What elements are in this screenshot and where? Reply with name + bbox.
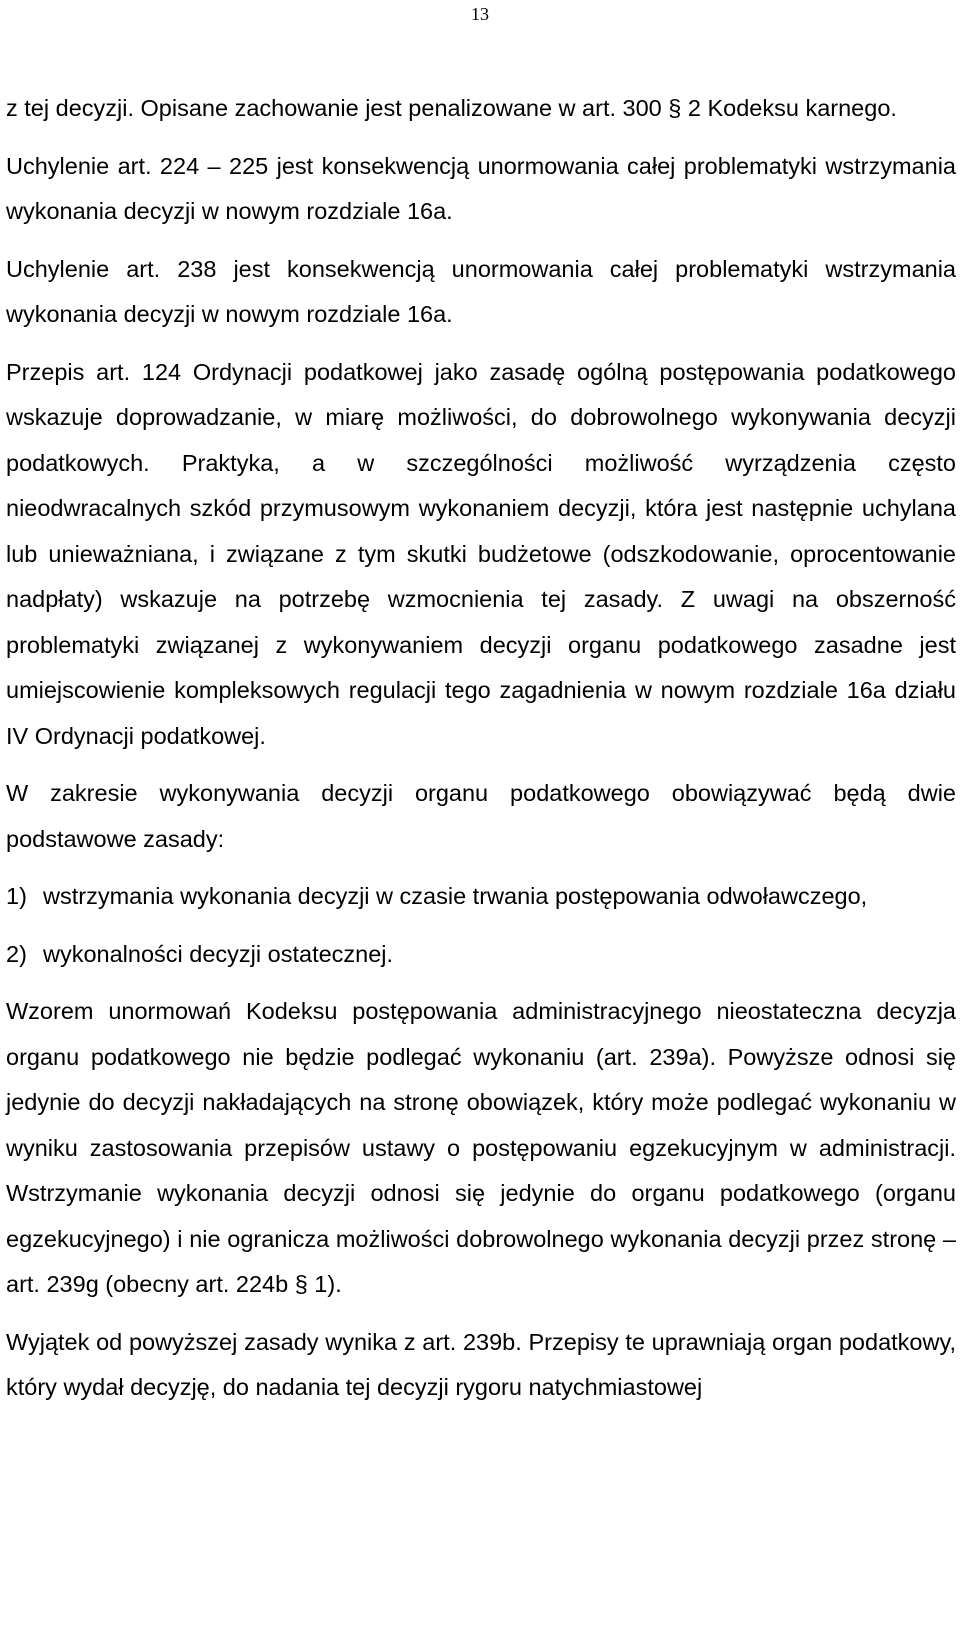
- list-item: [6, 874, 956, 920]
- list-item-number: 2): [6, 940, 27, 967]
- paragraph-art-238: Uchylenie art. 238 jest konsekwencją unormowania całej problematyki wstrzymania wykonania decyzji w nowym rozdziale 16a.: [6, 255, 956, 327]
- paragraph-zasady-intro: W zakresie wykonywania decyzji organu podatkowego obowiązywać będą dwie podstawowe zasady:: [6, 780, 956, 852]
- paragraph-art-239a: Wzorem unormowań Kodeksu postępowania administracyjnego nieostateczna decyzja organu podatkowego nie będzie podlegać wykonaniu (art. 239a). Powyższe odnosi się jedynie do decyzji nakładających na stronę obowiązek, który może podlegać wykonaniu w wyniku zastosowania przepisów ustawy o postępowaniu egzekucyjnym w administracji. Wstrzymanie wykonania decyzji odnosi się jedynie do organu podatkowego (organu egzekucyjnego) i nie ogranicza możliwości dobrowolnego wykonania decyzji przez stronę – art. 239g (obecny art. 224b § 1).: [6, 998, 956, 1297]
- paragraph-art-300: z tej decyzji. Opisane zachowanie jest penalizowane w art. 300 § 2 Kodeksu karnego.: [6, 95, 897, 121]
- list-item: [6, 932, 956, 978]
- list-item-number: 1): [6, 883, 27, 909]
- paragraph-art-224-225: Uchylenie art. 224 – 225 jest konsekwencją unormowania całej problematyki wstrzymania wykonania decyzji w nowym rozdziale 16a.: [6, 152, 956, 224]
- paragraph-art-239b: Wyjątek od powyższej zasady wynika z art. 239b. Przepisy te uprawniają organ podatkowy, który wydał decyzję, do nadania tej decyzji rygoru natychmiastowej: [6, 1328, 956, 1400]
- paragraph-art-124: Przepis art. 124 Ordynacji podatkowej jako zasadę ogólną postępowania podatkowego wskazuje doprowadzanie, w miarę możliwości, do dobrowolnego wykonywania decyzji podatkowych. Praktyka, a w szczególności możliwość wyrządzenia często nieodwracalnych szkód przymusowym wykonaniem decyzji, która jest następnie uchylana lub unieważniana, i związane z tym skutki budżetowe (odszkodowanie, oprocentowanie nadpłaty) wskazuje na potrzebę wzmocnienia tej zasady. Z uwagi na obszerność problematyki związanej z wykonywaniem decyzji organu podatkowego zasadne jest umiejscowienie kompleksowych regulacji tego zagadnienia w nowym rozdziale 16a działu IV Ordynacji podatkowej.: [6, 358, 956, 749]
- list-item-text: wstrzymania wykonania decyzji w czasie trwania postępowania odwoławczego,: [43, 883, 868, 909]
- page-number: 13: [471, 4, 489, 24]
- document-body: [6, 86, 956, 1423]
- list-item-text: wykonalności decyzji ostatecznej.: [43, 940, 394, 967]
